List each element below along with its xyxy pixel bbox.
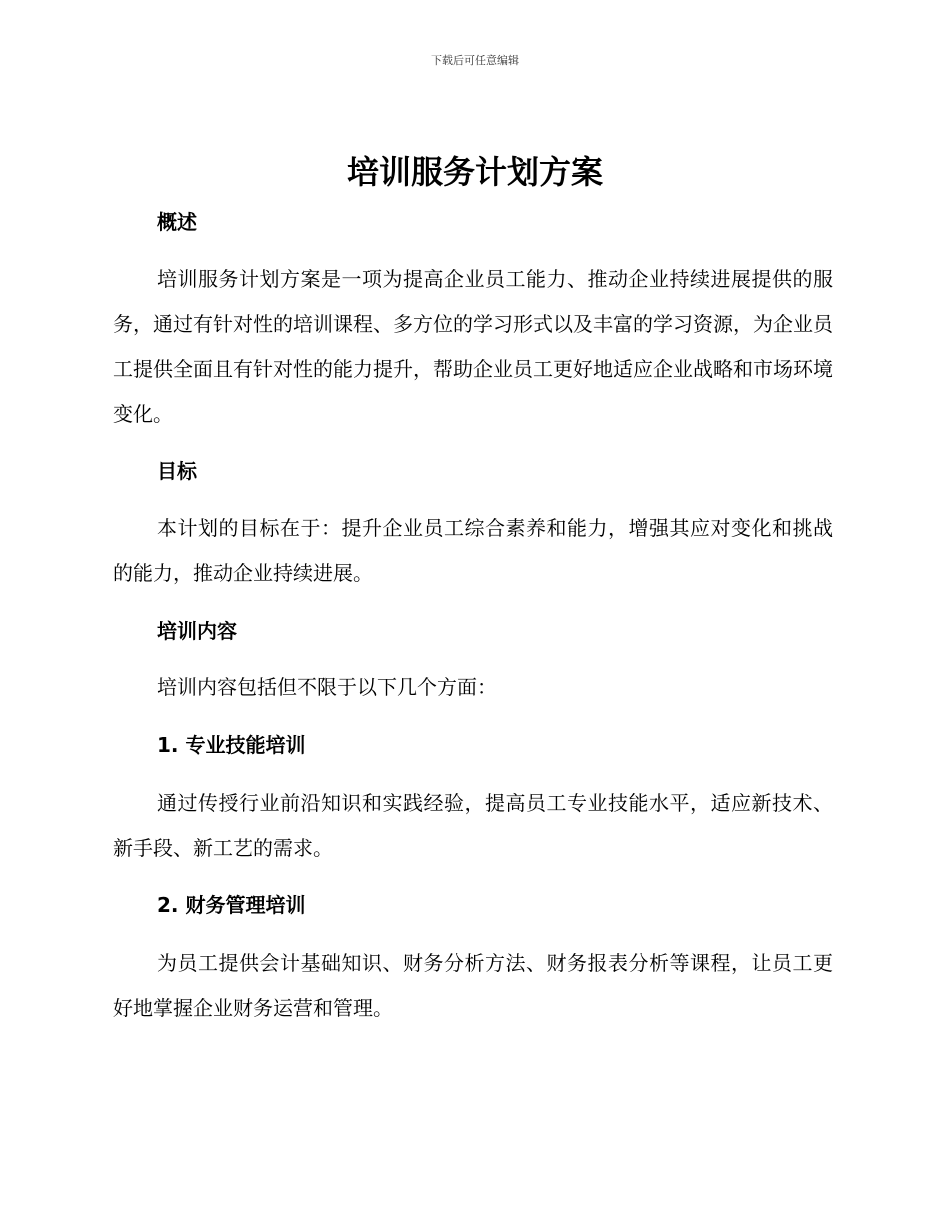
subsection-text-finance-management: 为员工提供会计基础知识、财务分析方法、财务报表分析等课程，让员工更好地掌握企业财务运营和管理。 [113,951,833,1020]
section-heading-goal: 目标 [157,459,197,483]
subsection-heading-finance-management: 2. 财务管理培训 [157,893,306,917]
section-text-goal: 本计划的目标在于：提升企业员工综合素养和能力，增强其应对变化和挑战的能力，推动企业持续进展。 [113,516,833,585]
subsection-text-professional-skills: 通过传授行业前沿知识和实践经验，提高员工专业技能水平，适应新技术、新手段、新工艺的需求。 [113,791,833,860]
page-title: 培训服务计划方案 [346,153,603,191]
header-note: 下载后可任意编辑 [431,54,519,67]
section-text-overview: 培训服务计划方案是一项为提高企业员工能力、推动企业持续进展提供的服务，通过有针对性的培训课程、多方位的学习形式以及丰富的学习资源，为企业员工提供全面且有针对性的能力提升，帮助企业员工更好地适应企业战略和市场环境变化。 [113,267,833,426]
section-heading-content: 培训内容 [157,619,237,643]
subsection-heading-professional-skills: 1. 专业技能培训 [157,733,306,757]
section-text-content-intro: 培训内容包括但不限于以下几个方面： [157,675,497,699]
section-heading-overview: 概述 [157,210,197,234]
